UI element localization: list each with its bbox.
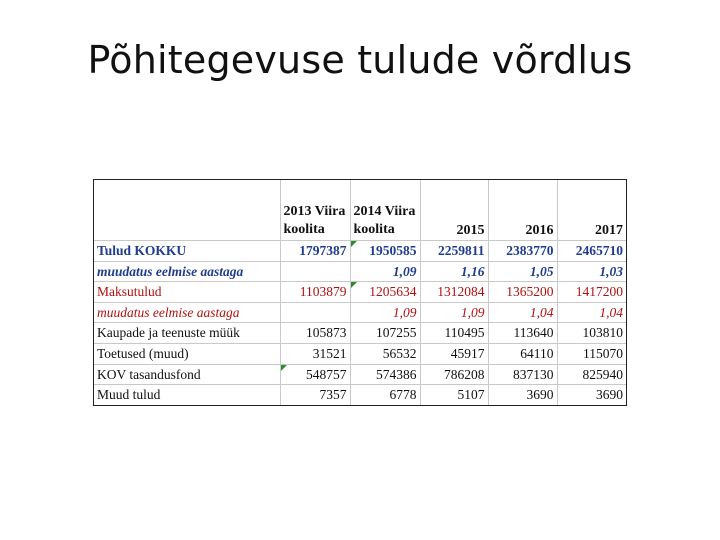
cell-2015: 1,09 [420, 302, 488, 323]
row-label: Tulud KOKKU [94, 241, 280, 262]
row-label: Maksutulud [94, 282, 280, 303]
cell-2014: 1,09 [350, 302, 420, 323]
row-label: KOV tasandusfond [94, 364, 280, 385]
spreadsheet-table [93, 179, 627, 406]
row-label: Muud tulud [94, 385, 280, 405]
comment-marker-icon [351, 282, 357, 288]
cell-2016: 1,05 [488, 261, 557, 282]
table-row-muudatus-1 [94, 261, 626, 282]
cell-2017: 1,03 [557, 261, 626, 282]
header-2014: 2014 Viira koolita [350, 180, 420, 241]
cell-2014: 107255 [350, 323, 420, 344]
cell-2015: 786208 [420, 364, 488, 385]
cell-2016: 1365200 [488, 282, 557, 303]
cell-2016: 2383770 [488, 241, 557, 262]
cell-2015: 5107 [420, 385, 488, 405]
cell-2016: 837130 [488, 364, 557, 385]
header-2013: 2013 Viira koolita [280, 180, 350, 241]
cell-2013 [280, 302, 350, 323]
row-label: muudatus eelmise aastaga [94, 261, 280, 282]
row-label: muudatus eelmise aastaga [94, 302, 280, 323]
cell-2017: 115070 [557, 343, 626, 364]
cell-2017: 103810 [557, 323, 626, 344]
cell-2016: 1,04 [488, 302, 557, 323]
cell-2014: 6778 [350, 385, 420, 405]
row-label: Kaupade ja teenuste müük [94, 323, 280, 344]
cell-2014: 56532 [350, 343, 420, 364]
cell-2017: 1417200 [557, 282, 626, 303]
cell-2013: 548757 [280, 364, 350, 385]
cell-2015: 1312084 [420, 282, 488, 303]
slide-title: Põhitegevuse tulude võrdlus [87, 38, 633, 82]
cell-2014: 1950585 [350, 241, 420, 262]
header-2016: 2016 [488, 180, 557, 241]
cell-2015: 110495 [420, 323, 488, 344]
table-row-maksutulud [94, 282, 626, 303]
cell-2013 [280, 261, 350, 282]
header-2015: 2015 [420, 180, 488, 241]
comment-marker-icon [281, 365, 287, 371]
table-row-tulud-kokku [94, 241, 626, 262]
table-row-kaupade-muuk [94, 323, 626, 344]
cell-2015: 1,16 [420, 261, 488, 282]
header-2017: 2017 [557, 180, 626, 241]
cell-2016: 3690 [488, 385, 557, 405]
cell-2017: 3690 [596, 387, 623, 403]
cell-2015: 45917 [420, 343, 488, 364]
cell-2017: 825940 [557, 364, 626, 385]
cell-2014: 574386 [350, 364, 420, 385]
cell-2015: 2259811 [420, 241, 488, 262]
cell-2013: 31521 [280, 343, 350, 364]
table-row-kov-tasandusfond [94, 364, 626, 385]
cell-2013: 1103879 [280, 282, 350, 303]
cell-2017: 1,04 [557, 302, 626, 323]
cell-2013: 1797387 [280, 241, 350, 262]
row-label: Toetused (muud) [94, 343, 280, 364]
cell-2016: 113640 [488, 323, 557, 344]
cell-2014: 1,09 [350, 261, 420, 282]
cell-2016: 64110 [488, 343, 557, 364]
header-row [94, 180, 626, 241]
table-row-muud-tulud [94, 385, 626, 405]
table-row-muudatus-2 [94, 302, 626, 323]
cell-2013: 105873 [280, 323, 350, 344]
header-label-cell [94, 180, 280, 241]
table-row-toetused [94, 343, 626, 364]
cell-2013: 7357 [280, 385, 350, 405]
comment-marker-icon [351, 241, 357, 247]
cell-2014: 1205634 [350, 282, 420, 303]
cell-2017: 2465710 [557, 241, 626, 262]
